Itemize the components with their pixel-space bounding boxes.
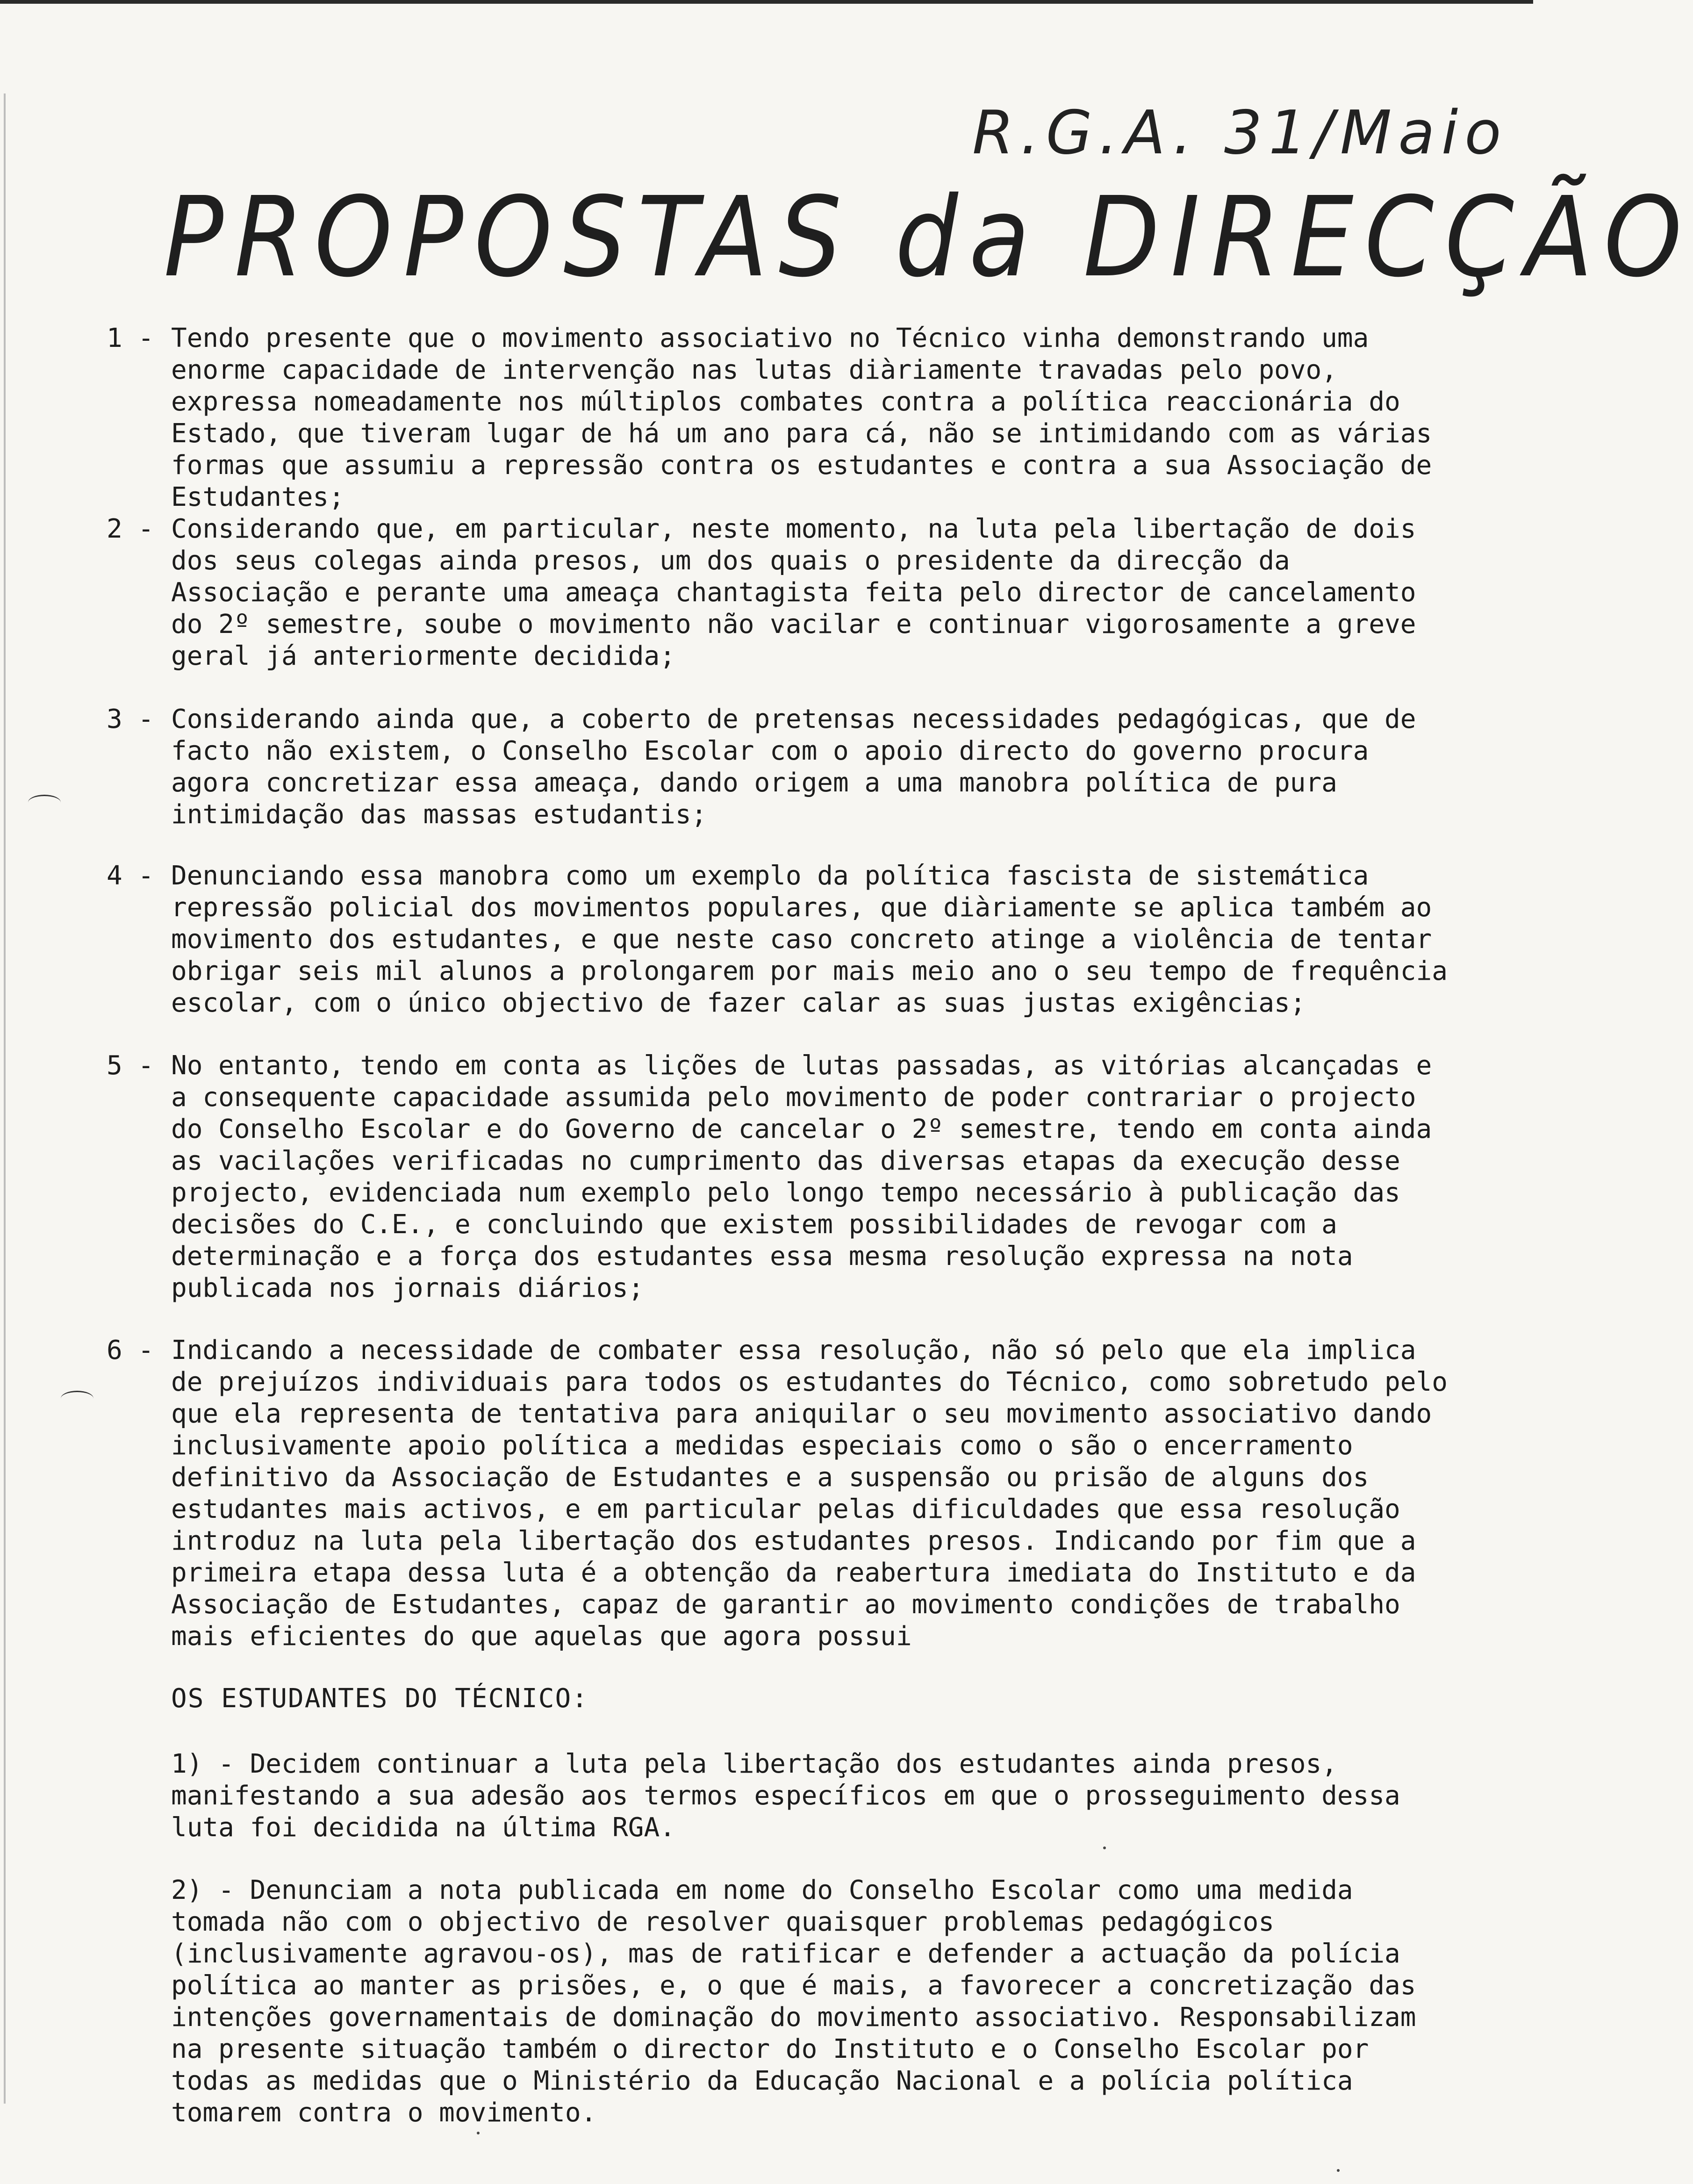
- top-border: [0, 0, 1533, 4]
- ink-speck: [1337, 2169, 1340, 2172]
- item-text: Considerando ainda que, a coberto de pretensas necessidades pedagógicas, que de facto não existem, o Conselho Escolar com o apoio directo do governo procura agora concretizar essa ameaça, dando origem a uma manobra política de pura intimidação das massas estudantis;: [171, 704, 1416, 830]
- item-text: Tendo presente que o movimento associativo no Técnico vinha demonstrando uma enorme capacidade de intervenção nas lutas diàriamente travadas pelo povo, expressa nomeadamente nos múltiplos combates contra a política reaccionária do Estado, que tiveram lugar de há um ano para cá, não se intimidando com as várias formas que assumiu a repressão contra os estudantes e contra a sua Associação de Estudantes;: [171, 323, 1432, 512]
- point-body: Decidem continuar a luta pela libertação dos estudantes ainda presos, manifestando a sua adesão aos termos específicos em que o prosseguimento dessa luta foi decidida na última RGA.: [171, 1749, 1400, 1843]
- point-text: [171, 1748, 1452, 1844]
- section-heading: OS ESTUDANTES DO TÉCNICO:: [171, 1683, 588, 1714]
- item-number: 6 -: [107, 1335, 154, 1365]
- item-number: 3 -: [107, 704, 154, 734]
- margin-mark: [28, 795, 61, 810]
- proposal-item-3: [107, 704, 1453, 831]
- left-edge-shadow: [4, 93, 6, 2104]
- ink-speck: [477, 2132, 480, 2134]
- point-body: Denunciam a nota publicada em nome do Conselho Escolar como uma medida tomada não com o objectivo de resolver quaisquer problemas pedagógicos (inclusivamente agravou-os), mas de ratificar e defender a actuação da polícia política ao manter as prisões, e, o que é mais, a favorecer a concretização das intenções governamentais de dominação do movimento associativo. Responsabilizam na presente situação também o director do Instituto e o Conselho Escolar por todas as medidas que o Ministério da Educação Nacional e a polícia política tomarem contra o movimento.: [171, 1875, 1416, 2128]
- proposal-item-2: [107, 513, 1453, 672]
- item-number: 4 -: [107, 861, 154, 891]
- proposal-item-6: [107, 1335, 1453, 1652]
- item-text: Indicando a necessidade de combater essa resolução, não só pelo que ela implica de prejuízos individuais para todos os estudantes do Técnico, como sobretudo pelo que ela representa de tentativa para aniquilar o seu movimento associativo dando inclusivamente apoio política a medidas especiais como o são o encerramento definitivo da Associação de Estudantes e a suspensão ou prisão de alguns dos estudantes mais activos, e em particular pelas dificuldades que essa resolução introduz na luta pela libertação dos estudantes presos. Indicando por fim que a primeira etapa dessa luta é a obtenção da reabertura imediata do Instituto e da Associação de Estudantes, capaz de garantir ao movimento condições de trabalho mais eficientes do que aquelas que agora possui: [171, 1335, 1448, 1652]
- handwritten-header-note: R.G.A. 31/Maio: [972, 98, 1508, 168]
- point-number: 2) -: [171, 1875, 234, 1905]
- proposal-item-4: [107, 860, 1453, 1019]
- document-title: PROPOSTAS da DIRECÇÃO: [164, 173, 1693, 302]
- proposal-item-5: [107, 1050, 1453, 1304]
- item-text: Denunciando essa manobra como um exemplo da política fascista de sistemática repressão policial dos movimentos populares, que diàriamente se aplica também ao movimento dos estudantes, e que neste caso concreto atinge a violência de tentar obrigar seis mil alunos a prolongarem por mais meio ano o seu tempo de frequência escolar, com o único objectivo de fazer calar as suas justas exigências;: [171, 861, 1448, 1018]
- resolution-point-1: [171, 1748, 1452, 1844]
- item-number: 1 -: [107, 323, 154, 353]
- item-text: No entanto, tendo em conta as lições de lutas passadas, as vitórias alcançadas e a consequente capacidade assumida pelo movimento de poder contrariar o projecto do Conselho Escolar e do Governo de cancelar o 2º semestre, tendo em conta ainda as vacilações verificadas no cumprimento das diversas etapas da execução desse projecto, evidenciada num exemplo pelo longo tempo necessário à publicação das decisões do C.E., e concluindo que existem possibilidades de revogar com a determinação e a força dos estudantes essa mesma resolução expressa na nota publicada nos jornais diários;: [171, 1050, 1432, 1303]
- resolution-point-2: [171, 1875, 1452, 2129]
- point-text: [171, 1875, 1452, 2129]
- ink-speck: [1103, 1846, 1106, 1849]
- proposal-item-1: [107, 323, 1453, 513]
- point-number: 1) -: [171, 1749, 234, 1779]
- item-number: 5 -: [107, 1050, 154, 1081]
- item-number: 2 -: [107, 514, 154, 544]
- item-text: Considerando que, em particular, neste momento, na luta pela libertação de dois dos seus colegas ainda presos, um dos quais o presidente da direcção da Associação e perante uma ameaça chantagista feita pelo director de cancelamento do 2º semestre, soube o movimento não vacilar e continuar vigorosamente a greve geral já anteriormente decidida;: [171, 514, 1416, 671]
- margin-mark: [61, 1391, 93, 1406]
